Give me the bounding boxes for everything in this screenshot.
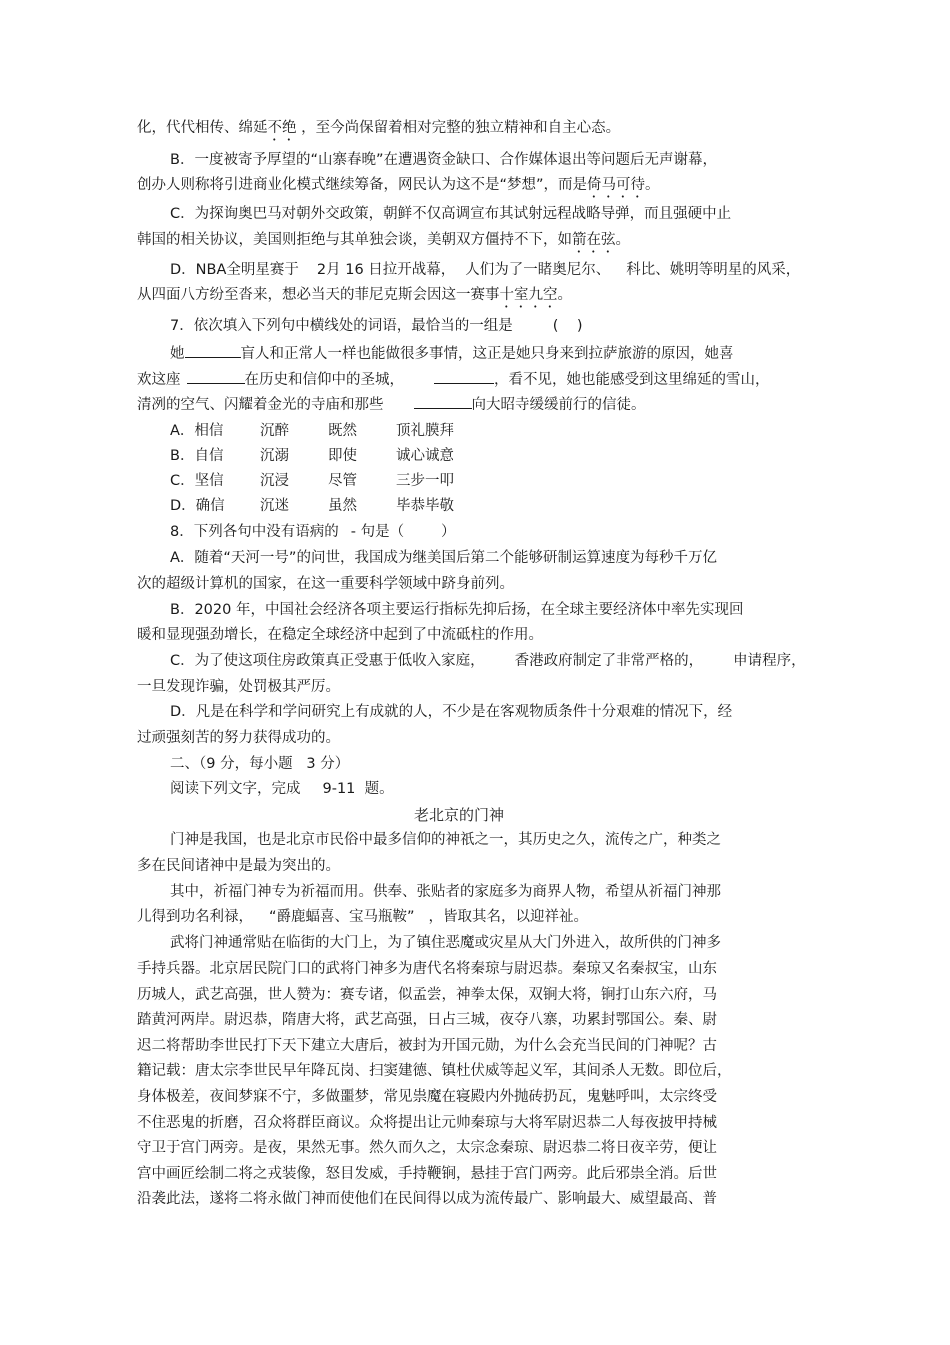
option-c[interactable]: C．坚信 沉浸 尽管 三步一叩 [170, 473, 454, 489]
option-b-line2: 创办人则称将引进商业化模式继续筹备，网民认为这不是“梦想”，而是倚马可待。 [137, 177, 660, 193]
paragraph-3-line: 籍记载：唐太宗李世民早年降瓦岗、扫窦建德、镇杜伏威等起义军，其间杀人无数。即位后， [137, 1063, 732, 1079]
paragraph-3-line: 沿袭此法，遂将二将永做门神而使他们在民间得以成为流传最广、影响最大、威望最高、普 [137, 1191, 717, 1207]
paragraph-3-line: 手持兵器。北京居民院门口的武将门神多为唐代名将秦琼与尉迟恭。秦琼又名秦叔宝，山东 [137, 961, 717, 977]
article-title: 老北京的门神 [414, 806, 505, 824]
paragraph-3-line: 武将门神通常贴在临街的大门上，为了镇住恶魔或灾星从大门外进入，故所供的门神多 [170, 935, 721, 951]
paragraph-2-line2: 儿得到功名利禄， “爵鹿蝠喜、宝马瓶鞍” ，皆取其名，以迎祥祉。 [137, 909, 589, 925]
fill-blank-4[interactable] [414, 394, 472, 409]
paragraph-1-line1: 门神是我国，也是北京市民俗中最多信仰的神祇之一，其历史之久，流传之广，种类之 [170, 832, 721, 848]
paragraph-3-line: 历城人，武艺高强，世人赞为：赛专诸，似孟尝，神拳太保，双锏大将，锏打山东六府，马 [137, 987, 717, 1003]
question-8-stem: 8．下列各句中没有语病的 - 句是（ ） [170, 524, 456, 540]
paragraph-1-line2: 多在民间诸神中是最为突出的。 [137, 858, 340, 874]
q8-option-a-line1: A．随着“天河一号”的问世，我国成为继美国后第二个能够研制运算速度为每秒千万亿 [170, 550, 717, 566]
option-a[interactable]: A．相信 沉醉 既然 顶礼膜拜 [170, 423, 454, 439]
option-b[interactable]: B．自信 沉溺 即使 诚心诚意 [170, 448, 454, 464]
text-line: 化，代代相传、绵延不绝 ，至今尚保留着相对完整的独立精神和自主心态。 [137, 120, 621, 136]
question-7-stem: 7．依次填入下列句中横线处的词语，最恰当的一组是 ( ) [170, 318, 583, 334]
q8-option-a-line2: 次的超级计算机的国家，在这一重要科学领域中跻身前列。 [137, 576, 514, 592]
paragraph-3-line: 宫中画匠绘制二将之戎装像，怒目发威，手持鞭锏，悬挂于宫门两旁。此后邪祟全消。后世 [137, 1166, 717, 1182]
option-d[interactable]: D．确信 沉迷 虽然 毕恭毕敬 [170, 498, 454, 514]
section-heading: 二、（9 分，每小题 3 分） [170, 756, 350, 772]
paragraph-3-line: 守卫于宫门两旁。是夜，果然无事。然久而久之，太宗念秦琼、尉迟恭二将日夜辛劳，便让 [137, 1140, 717, 1156]
paragraph-3-line: 不住恶鬼的折磨，召众将群臣商议。众将提出让元帅秦琼与大将军尉迟恭二人每夜披甲持械 [137, 1115, 717, 1131]
paragraph-3-line: 踏黄河两岸。尉迟恭，隋唐大将，武艺高强，日占三城，夜夺八寨，功累封鄂国公。秦、尉 [137, 1012, 717, 1028]
q8-option-c-line2: 一旦发现诈骗，处罚极其严厉。 [137, 679, 340, 695]
q8-option-c-line1: C．为了使这项住房政策真正受惠于低收入家庭， 香港政府制定了非常严格的， 申请程序， [170, 653, 806, 669]
option-d-line2: 从四面八方纷至沓来，想必当天的菲尼克斯会因这一赛事十室九空。 [137, 287, 572, 303]
option-c-line1: C．为探询奥巴马对朝外交政策，朝鲜不仅高调宣布其试射远程战略导弹，而且强硬中止 [170, 206, 732, 222]
fill-blank-1[interactable] [185, 343, 241, 358]
option-c-line2: 韩国的相关协议，美国则拒绝与其单独会谈，美朝双方僵持不下，如箭在弦。 [137, 232, 630, 248]
q8-option-b-line2: 暖和显现强劲增长，在稳定全球经济中起到了中流砥柱的作用。 [137, 627, 543, 643]
question-7-sentence1: 她 盲人和正常人一样也能做很多事情，这正是她只身来到拉萨旅游的原因，她喜 [170, 343, 734, 364]
question-7-sentence2: 欢这座 在历史和信仰中的圣城， ，看不见，她也能感受到这里绵延的雪山， [137, 369, 770, 390]
option-b-line1: B．一度被寄予厚望的“山寨春晚”在遭遇资金缺口、合作媒体退出等问题后无声谢幕， [170, 152, 717, 168]
paragraph-2-line1: 其中，祈福门神专为祈福而用。供奉、张贴者的家庭多为商界人物，希望从祈福门神那 [170, 884, 721, 900]
q8-option-b-line1: B．2020 年，中国社会经济各项主要运行指标先抑后扬，在全球主要经济体中率先实现回 [170, 602, 744, 618]
q8-option-d-line2: 过顽强刻苦的努力获得成功的。 [137, 730, 340, 746]
paragraph-3-line: 迟二将帮助李世民打下天下建立大唐后，被封为开国元勋，为什么会充当民间的门神呢？古 [137, 1038, 717, 1054]
fill-blank-2[interactable] [187, 369, 245, 384]
reading-instruction: 阅读下列文字，完成 9-11 题。 [170, 781, 394, 797]
option-d-line1: D．NBA全明星赛于 2月 16 日拉开战幕， 人们为了一睹奥尼尔、 科比、姚明等明星的风采， [170, 262, 801, 278]
question-7-sentence3: 清冽的空气、闪耀着金光的寺庙和那些 向大昭寺缓缓前行的信徒。 [137, 394, 646, 415]
fill-blank-3[interactable] [434, 369, 494, 384]
paragraph-3-line: 身体极差，夜间梦寐不宁，多做噩梦，常见祟魔在寝殿内外抛砖扔瓦，鬼魅呼叫，太宗终受 [137, 1089, 717, 1105]
q8-option-d-line1: D．凡是在科学和学问研究上有成就的人，不少是在客观物质条件十分艰难的情况下，经 [170, 704, 733, 720]
